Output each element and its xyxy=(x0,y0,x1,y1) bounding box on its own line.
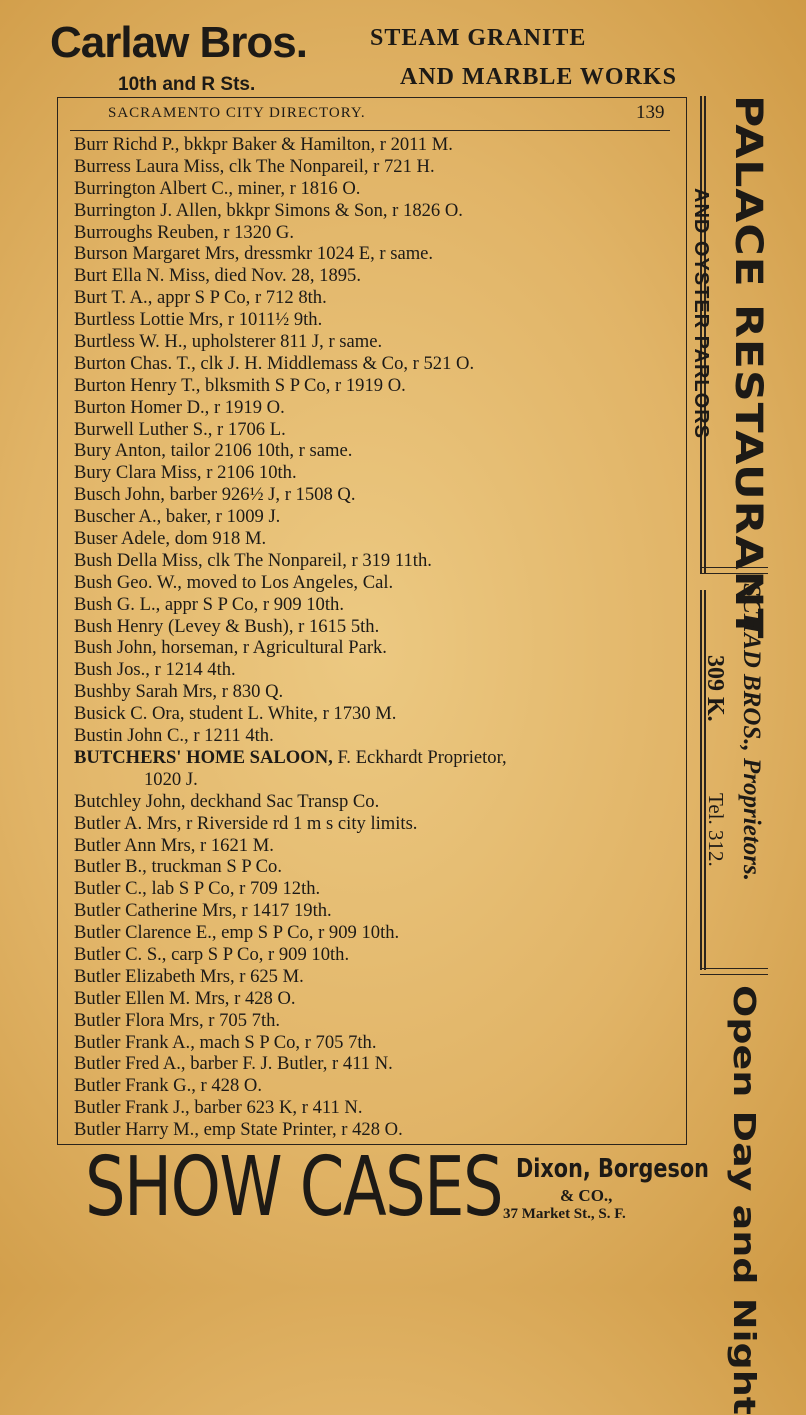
directory-entry xyxy=(74,375,684,397)
entry-name: Burwell Luther S., xyxy=(74,418,213,440)
entry-name: Butler C., xyxy=(74,878,147,900)
entry-name: Burress Laura Miss, xyxy=(74,155,225,177)
entry-detail: truckman S P Co. xyxy=(146,856,282,878)
directory-entry xyxy=(74,287,684,309)
directory-entry xyxy=(74,856,684,878)
header-tagline-1: STEAM GRANITE xyxy=(370,25,587,51)
side-ad-schad: SCHAD BROS., Proprietors. xyxy=(738,583,765,881)
entry-name: Busick C. Ora, xyxy=(74,703,185,725)
directory-entry xyxy=(74,265,684,287)
entry-detail: dressmkr 1024 E, r same. xyxy=(239,243,434,265)
directory-entry xyxy=(74,769,684,791)
head-rule xyxy=(70,130,670,131)
directory-entry xyxy=(74,156,684,178)
entry-name: Burroughs Reuben, xyxy=(74,221,219,243)
entry-detail: clk The Nonpareil, r 319 11th. xyxy=(202,549,432,571)
entry-detail: bkkpr Simons & Son, r 1826 O. xyxy=(221,199,463,221)
directory-list xyxy=(74,134,684,1141)
entry-name: Bustin John C., xyxy=(74,725,189,747)
entry-name: Burtless Lottie Mrs, xyxy=(74,309,224,331)
directory-entry xyxy=(74,725,684,747)
directory-entry xyxy=(74,572,684,594)
entry-name: Butler Ellen M. Mrs, xyxy=(74,987,230,1009)
entry-name: Burt Ella N. Miss, xyxy=(74,265,210,287)
directory-entry xyxy=(74,419,684,441)
entry-detail: blksmith S P Co, r 1919 O. xyxy=(200,374,406,396)
directory-entry xyxy=(74,594,684,616)
entry-detail: horseman, r Agricultural Park. xyxy=(156,637,387,659)
directory-entry xyxy=(74,681,684,703)
entry-name: Butler Fred A., xyxy=(74,1053,186,1075)
entry-name: Bush Della Miss, xyxy=(74,549,203,571)
entry-name: Buser Adele, xyxy=(74,528,171,550)
entry-detail: r 1211 4th. xyxy=(188,725,274,747)
directory-entry xyxy=(74,1010,684,1032)
directory-entry xyxy=(74,550,684,572)
directory-entry xyxy=(74,178,684,200)
entry-detail: student L. White, r 1730 M. xyxy=(184,703,397,725)
entry-detail: r 1214 4th. xyxy=(149,659,236,681)
entry-name: Butler Frank J., xyxy=(74,1097,190,1119)
entry-name: Burtless W. H., xyxy=(74,331,188,353)
entry-detail: died Nov. 28, 1895. xyxy=(209,265,361,287)
bottom-ad-firm: Dixon, Borgeson xyxy=(516,1154,709,1184)
entry-name: Burrington Albert C., xyxy=(74,177,234,199)
directory-entry xyxy=(74,813,684,835)
directory-entry xyxy=(74,1097,684,1119)
side-divider xyxy=(700,968,768,975)
directory-entry xyxy=(74,988,684,1010)
directory-entry xyxy=(74,1053,684,1075)
directory-entry xyxy=(74,616,684,638)
side-ad-oyster: AND OYSTER PARLORS xyxy=(690,188,712,439)
directory-entry xyxy=(74,222,684,244)
directory-entry xyxy=(74,331,684,353)
entry-name: Butler Clarence E., xyxy=(74,922,217,944)
entry-detail: r 428 O. xyxy=(229,987,296,1009)
entry-detail: clk J. H. Middlemass & Co, r 521 O. xyxy=(195,352,475,374)
side-rule xyxy=(700,590,702,970)
header-address: 10th and R Sts. xyxy=(118,74,256,95)
entry-detail: moved to Los Angeles, Cal. xyxy=(181,571,394,593)
entry-name: Buscher A., xyxy=(74,506,162,528)
directory-entry xyxy=(74,637,684,659)
directory-entry xyxy=(74,791,684,813)
entry-name: Bury Clara Miss, xyxy=(74,462,202,484)
running-head: SACRAMENTO CITY DIRECTORY. xyxy=(108,105,366,121)
entry-detail: lab S P Co, r 709 12th. xyxy=(146,878,321,900)
entry-name: Burson Margaret Mrs, xyxy=(74,243,240,265)
entry-name: Burrington J. Allen, xyxy=(74,199,222,221)
entry-name: Butler Harry M., xyxy=(74,1119,199,1141)
directory-entry xyxy=(74,1075,684,1097)
entry-name: Butler Catherine Mrs, xyxy=(74,900,237,922)
entry-name: Bush Geo. W., xyxy=(74,571,182,593)
entry-detail: baker, r 1009 J. xyxy=(161,506,281,528)
entry-detail: r 830 Q. xyxy=(217,681,284,703)
directory-entry xyxy=(74,243,684,265)
entry-detail: dom 918 M. xyxy=(170,528,267,550)
entry-detail: bkkpr Baker & Hamilton, r 2011 M. xyxy=(179,134,453,155)
entry-name: Butler B., xyxy=(74,856,147,878)
directory-entry xyxy=(74,200,684,222)
entry-detail: F. Eckhardt Proprietor, xyxy=(332,746,507,768)
directory-entry xyxy=(74,528,684,550)
directory-entry xyxy=(74,747,684,769)
directory-entry xyxy=(74,309,684,331)
entry-name: Bushby Sarah Mrs, xyxy=(74,681,218,703)
directory-entry xyxy=(74,703,684,725)
directory-entry xyxy=(74,900,684,922)
entry-name: Butchley John, xyxy=(74,790,186,812)
entry-detail: appr S P Co, r 909 10th. xyxy=(160,593,344,615)
entry-detail: r 428 O. xyxy=(195,1075,262,1097)
directory-entry xyxy=(74,440,684,462)
entry-detail: r 705 7th. xyxy=(203,1009,281,1031)
directory-entry xyxy=(74,1032,684,1054)
entry-detail: r 1417 19th. xyxy=(236,900,332,922)
side-rule xyxy=(704,590,706,970)
entry-detail: mach S P Co, r 705 7th. xyxy=(194,1031,377,1053)
entry-detail: r 1706 L. xyxy=(212,418,286,440)
side-ad-address: 309 K. xyxy=(702,655,728,722)
entry-detail: miner, r 1816 O. xyxy=(233,177,361,199)
bottom-ad-co: & CO., xyxy=(560,1186,613,1205)
directory-entry xyxy=(74,484,684,506)
entry-detail: barber 623 K, r 411 N. xyxy=(189,1097,363,1119)
entry-name: Butler Elizabeth Mrs, xyxy=(74,965,235,987)
directory-entry xyxy=(74,1119,684,1141)
page-number: 139 xyxy=(636,102,665,123)
entry-detail: emp S P Co, r 909 10th. xyxy=(216,922,400,944)
entry-name: Burton Chas. T., xyxy=(74,352,196,374)
entry-detail: upholsterer 811 J, r same. xyxy=(187,331,383,353)
entry-detail: 1020 J. xyxy=(144,768,198,790)
entry-detail: r 1320 G. xyxy=(218,221,295,243)
side-divider xyxy=(700,567,768,574)
directory-entry xyxy=(74,134,684,156)
entry-name: Burton Homer D., xyxy=(74,396,210,418)
directory-entry xyxy=(74,878,684,900)
entry-name: Bush John, xyxy=(74,637,157,659)
directory-entry xyxy=(74,966,684,988)
directory-entry xyxy=(74,353,684,375)
entry-detail: emp State Printer, r 428 O. xyxy=(198,1119,403,1141)
entry-detail: carp S P Co, r 909 10th. xyxy=(166,943,350,965)
entry-name: Butler Flora Mrs, xyxy=(74,1009,204,1031)
bottom-ad-address: 37 Market St., S. F. xyxy=(503,1206,626,1222)
entry-name: Butler Frank A., xyxy=(74,1031,195,1053)
entry-detail: r 1621 M. xyxy=(195,834,274,856)
entry-name: Butler Ann Mrs, xyxy=(74,834,196,856)
entry-name: BUTCHERS' HOME SALOON, xyxy=(74,746,333,768)
directory-entry xyxy=(74,659,684,681)
entry-name: Burt T. A., xyxy=(74,287,153,309)
entry-detail: barber F. J. Butler, r 411 N. xyxy=(185,1053,393,1075)
entry-detail: barber 926½ J, r 1508 Q. xyxy=(164,484,356,506)
directory-entry xyxy=(74,944,684,966)
side-ad-tel: Tel. 312. xyxy=(704,793,728,867)
directory-entry xyxy=(74,922,684,944)
entry-name: Burr Richd P., xyxy=(74,134,180,155)
entry-detail: r 2106 10th. xyxy=(201,462,297,484)
entry-detail: r 625 M. xyxy=(234,965,304,987)
directory-entry xyxy=(74,506,684,528)
directory-entry xyxy=(74,397,684,419)
entry-name: Busch John, xyxy=(74,484,165,506)
entry-name: Burton Henry T., xyxy=(74,374,201,396)
side-ad-palace: PALACE RESTAURANT xyxy=(726,95,770,640)
entry-name: Butler A. Mrs, xyxy=(74,812,182,834)
entry-name: Butler C. S., xyxy=(74,943,167,965)
entry-detail: (Levey & Bush), r 1615 5th. xyxy=(163,615,380,637)
directory-entry xyxy=(74,462,684,484)
entry-name: Butler Frank G., xyxy=(74,1075,196,1097)
entry-detail: r 1919 O. xyxy=(209,396,285,418)
entry-detail: deckhand Sac Transp Co. xyxy=(185,790,380,812)
header-tagline-2: AND MARBLE WORKS xyxy=(400,64,677,90)
entry-detail: clk The Nonpareil, r 721 H. xyxy=(224,155,435,177)
header-brand: Carlaw Bros. xyxy=(50,18,307,67)
entry-name: Bush Jos., xyxy=(74,659,150,681)
entry-detail: r 1011½ 9th. xyxy=(223,309,323,331)
side-ad-open: Open Day and Night xyxy=(726,985,762,1415)
entry-detail: r Riverside rd 1 m s city limits. xyxy=(181,812,418,834)
entry-detail: appr S P Co, r 712 8th. xyxy=(152,287,327,309)
entry-name: Bury Anton, xyxy=(74,440,166,462)
entry-name: Bush Henry xyxy=(74,615,164,637)
directory-entry xyxy=(74,835,684,857)
bottom-ad-main: SHOW CASES xyxy=(85,1140,503,1235)
entry-name: Bush G. L., xyxy=(74,593,161,615)
entry-detail: tailor 2106 10th, r same. xyxy=(165,440,353,462)
